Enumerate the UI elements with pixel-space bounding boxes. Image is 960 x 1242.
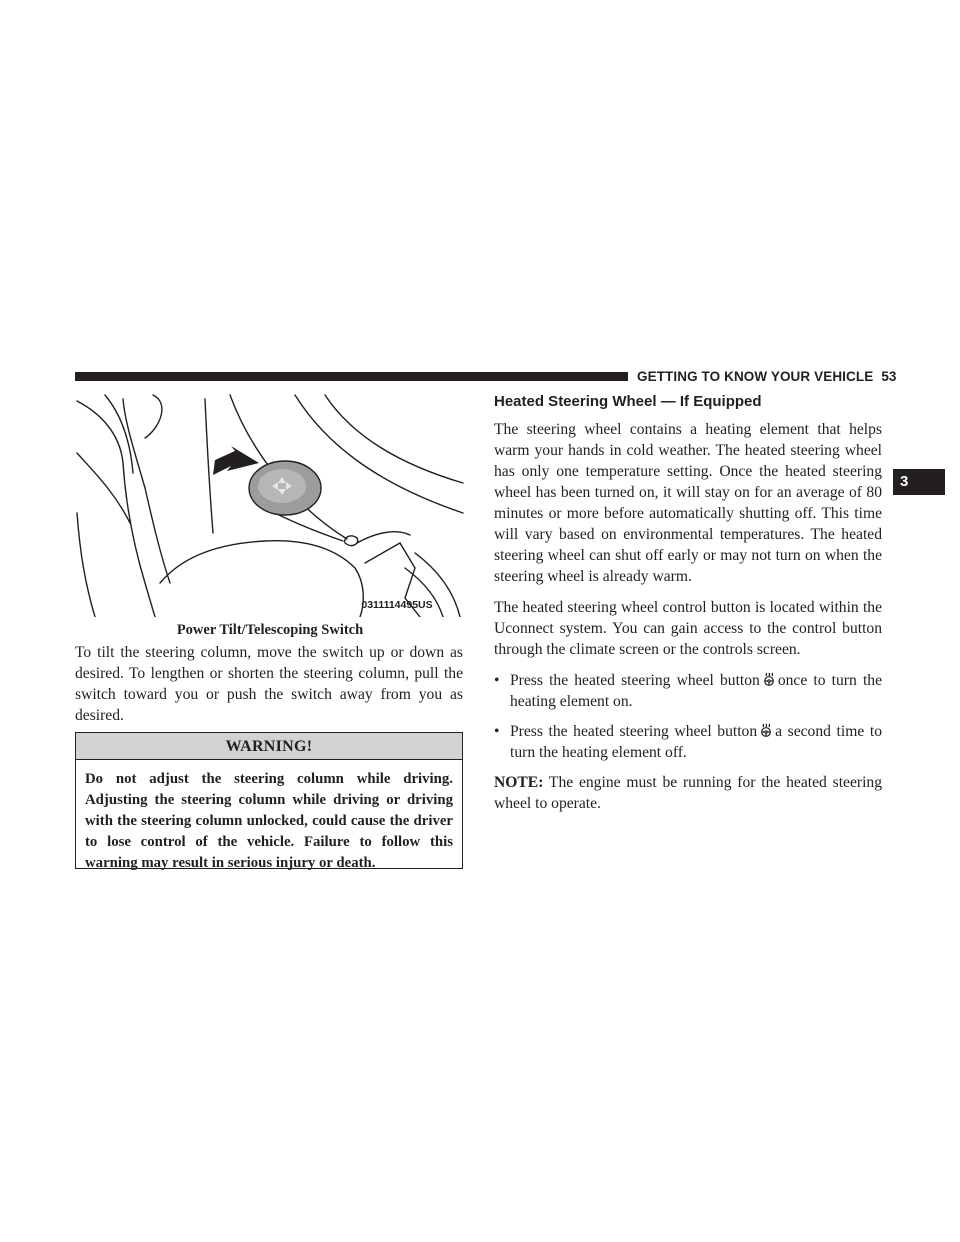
section-title: Heated Steering Wheel — If Equipped	[494, 393, 762, 410]
list-item	[494, 721, 882, 763]
arrow-icon	[213, 446, 259, 475]
switch-illustration	[75, 393, 465, 617]
bullet-marker: •	[494, 723, 500, 740]
bullet-marker: •	[494, 672, 500, 689]
note-text: The engine must be running for the heated steering wheel to operate.	[494, 774, 882, 812]
heated-steering-wheel-icon	[760, 723, 772, 737]
warning-title: WARNING!	[76, 733, 462, 760]
list-item	[494, 670, 882, 712]
chapter-tab: 3	[893, 469, 945, 495]
image-code: 0311114495US	[361, 599, 433, 611]
tilt-instructions: To tilt the steering column, move the switch up or down as desired. To lengthen or shorten the steering column, pull the switch toward you or push the switch away from you as desired.	[75, 644, 463, 724]
running-header	[637, 369, 897, 384]
right-column	[494, 419, 882, 824]
heated-wheel-description: The steering wheel contains a heating element that helps warm your hands in cold weather. The heated steering wheel has only one temperature setting. Once the heated steering wheel has been turned on, it will stay on for an average of 80 minutes or more before automatically shutting off. This time will vary based on environmental temperatures. The heated steering wheel can shut off early or may not turn on when the steering wheel is already warm.	[494, 421, 882, 585]
bullet-text-after: a second time to turn the heating element off.	[510, 723, 882, 761]
bullet-text-before: Press the heated steering wheel button	[510, 723, 758, 740]
figure-power-tilt-switch	[75, 393, 465, 617]
heated-steering-wheel-icon	[763, 672, 775, 686]
page-number: 53	[881, 369, 897, 384]
warning-text: Do not adjust the steering column while driving. Adjusting the steering column while driving or driving with the steering column unlocked, could cause the driver to lose control of the vehicle. Failure to follow this warning may result in serious injury or death.	[85, 771, 453, 871]
figure-caption: Power Tilt/Telescoping Switch	[176, 622, 364, 638]
tilt-switch-knob	[249, 461, 321, 515]
control-button-location: The heated steering wheel control button is located within the Uconnect system. You can gain access to the control button through the climate screen or the controls screen.	[494, 599, 882, 658]
bullet-text-before: Press the heated steering wheel button	[510, 672, 760, 689]
bullet-text-after: once to turn the heating element on.	[510, 672, 882, 710]
header-rule	[75, 372, 628, 381]
header-section: GETTING TO KNOW YOUR VEHICLE	[637, 369, 874, 384]
note	[494, 772, 882, 814]
warning-box	[75, 732, 463, 869]
note-label: NOTE:	[494, 774, 544, 791]
